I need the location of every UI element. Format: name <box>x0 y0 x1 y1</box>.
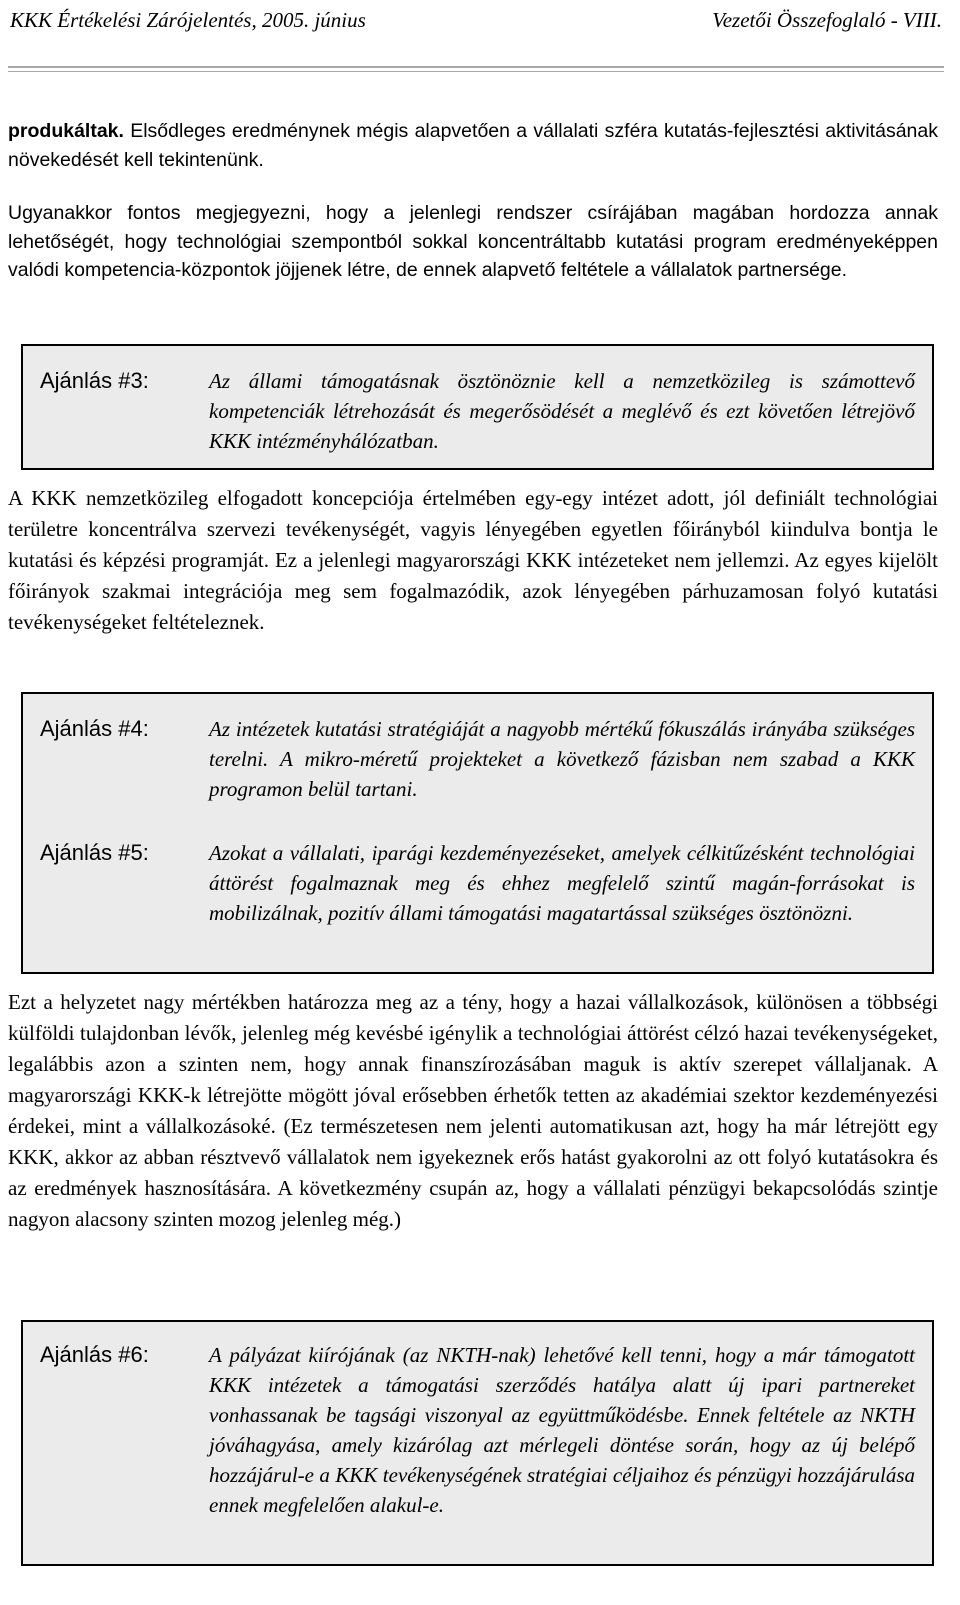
paragraph-kkk-concept: A KKK nemzetközileg elfogadott koncepciója értelmében egy-egy intézet adott, jól definiált technológiai területre koncentrálva szervezi tevékenységét, vagyis lényegében egyetlen főirányból kiindulva bontja le kutatási és képzési programját. Ez a jelenlegi magyarországi KKK intézeteket nem jellemzi. Az egyes kijelölt főirányok szakmai integrációja meg sem fogalmazódik, azok lényegében párhuzamosan folyó kutatási tevékenységeket feltételeznek. <box>8 486 938 634</box>
recommendation-4-label: Ajánlás #4: <box>40 716 149 741</box>
recommendation-box-3 <box>21 344 934 470</box>
header-rule-top <box>8 66 944 68</box>
recommendation-6-text: A pályázat kiírójának (az NKTH-nak) lehetővé kell tenni, hogy a már támogatott KKK intézetek a támogatási szerződés hatálya alatt új ipari partnereket vonhassanak be tagsági viszonyal az együttműködésbe. Ennek feltétele az NKTH jóváhagyása, amely kizárólag azt mérlegeli döntése során, hogy az új belépő hozzájárul-e a KKK tevékenységének stratégiai céljaihoz és pénzügyi hozzájárulása ennek megfelelően alakul-e. <box>209 1343 915 1517</box>
recommendation-5-label: Ajánlás #5: <box>40 840 149 865</box>
recommendation-box-6 <box>21 1320 934 1566</box>
recommendation-3-label: Ajánlás #3: <box>40 368 149 393</box>
intro-bold-lead: produkáltak. <box>8 120 124 142</box>
intro-paragraph <box>8 117 938 174</box>
intro-rest: Elsődleges eredménynek mégis alapvetően a vállalati szféra kutatás-fejlesztési aktivitásának növekedését kell tekintenünk. <box>8 120 938 171</box>
header-rule-bottom <box>8 71 944 72</box>
paragraph-competence-centers: Ugyanakkor fontos megjegyezni, hogy a jelenlegi rendszer csírájában magában hordozza annak lehetőségét, hogy technológiai szempontból sokkal koncentráltabb kutatási program eredményeképpen valódi kompetencia-központok jöjjenek létre, de ennek alapvető feltétele a vállalatok partnersége. <box>8 202 938 282</box>
page-header <box>10 4 942 34</box>
recommendation-3-text: Az állami támogatásnak ösztönöznie kell a nemzetközileg is számottevő kompetenciák létrehozását és megerősödését a meglévő és ezt követően létrejövő KKK intézményhálózatban. <box>209 369 915 453</box>
recommendation-5-text: Azokat a vállalati, iparági kezdeményezéseket, amelyek célkitűzésként technológiai áttörést fogalmaznak meg és ehhez megfelelő szintű magán-forrásokat is mobilizálnak, pozitív állami támogatási magatartással szükséges ösztönözni. <box>209 841 915 925</box>
header-section: Vezetői Összefoglaló - VIII. <box>712 8 942 32</box>
recommendation-box-4-5 <box>21 692 934 974</box>
header-title: KKK Értékelési Zárójelentés, 2005. június <box>10 8 366 32</box>
paragraph-situation: Ezt a helyzetet nagy mértékben határozza meg az a tény, hogy a hazai vállalkozások, különösen a többségi külföldi tulajdonban lévők, jelenleg még kevésbé igénylik a technológiai áttörést célzó hazai tevékenységeket, legalábbis azon a szinten nem, hogy annak finanszírozásában maguk is aktív szerepet vállaljanak. A magyarországi KKK-k létrejötte mögött jóval erősebben érhetők tetten az akadémiai szektor kezdeményezési érdekei, mint a vállalkozásoké. (Ez természetesen nem jelenti automatikusan azt, hogy ha már létrejött egy KKK, akkor az abban résztvevő vállalatok nem igyekeznek erős hatást gyakorolni az ott folyó kutatásokra és az eredmények hasznosítására. A következmény csupán az, hogy a vállalati pénzügyi bekapcsolódás szintje nagyon alacsony szinten mozog jelenleg még.) <box>8 990 938 1231</box>
recommendation-4-text: Az intézetek kutatási stratégiáját a nagyobb mértékű fókuszálás irányába szükséges terelni. A mikro-méretű projekteket a következő fázisban nem szabad a KKK programon belül tartani. <box>209 717 915 801</box>
recommendation-6-label: Ajánlás #6: <box>40 1342 149 1367</box>
